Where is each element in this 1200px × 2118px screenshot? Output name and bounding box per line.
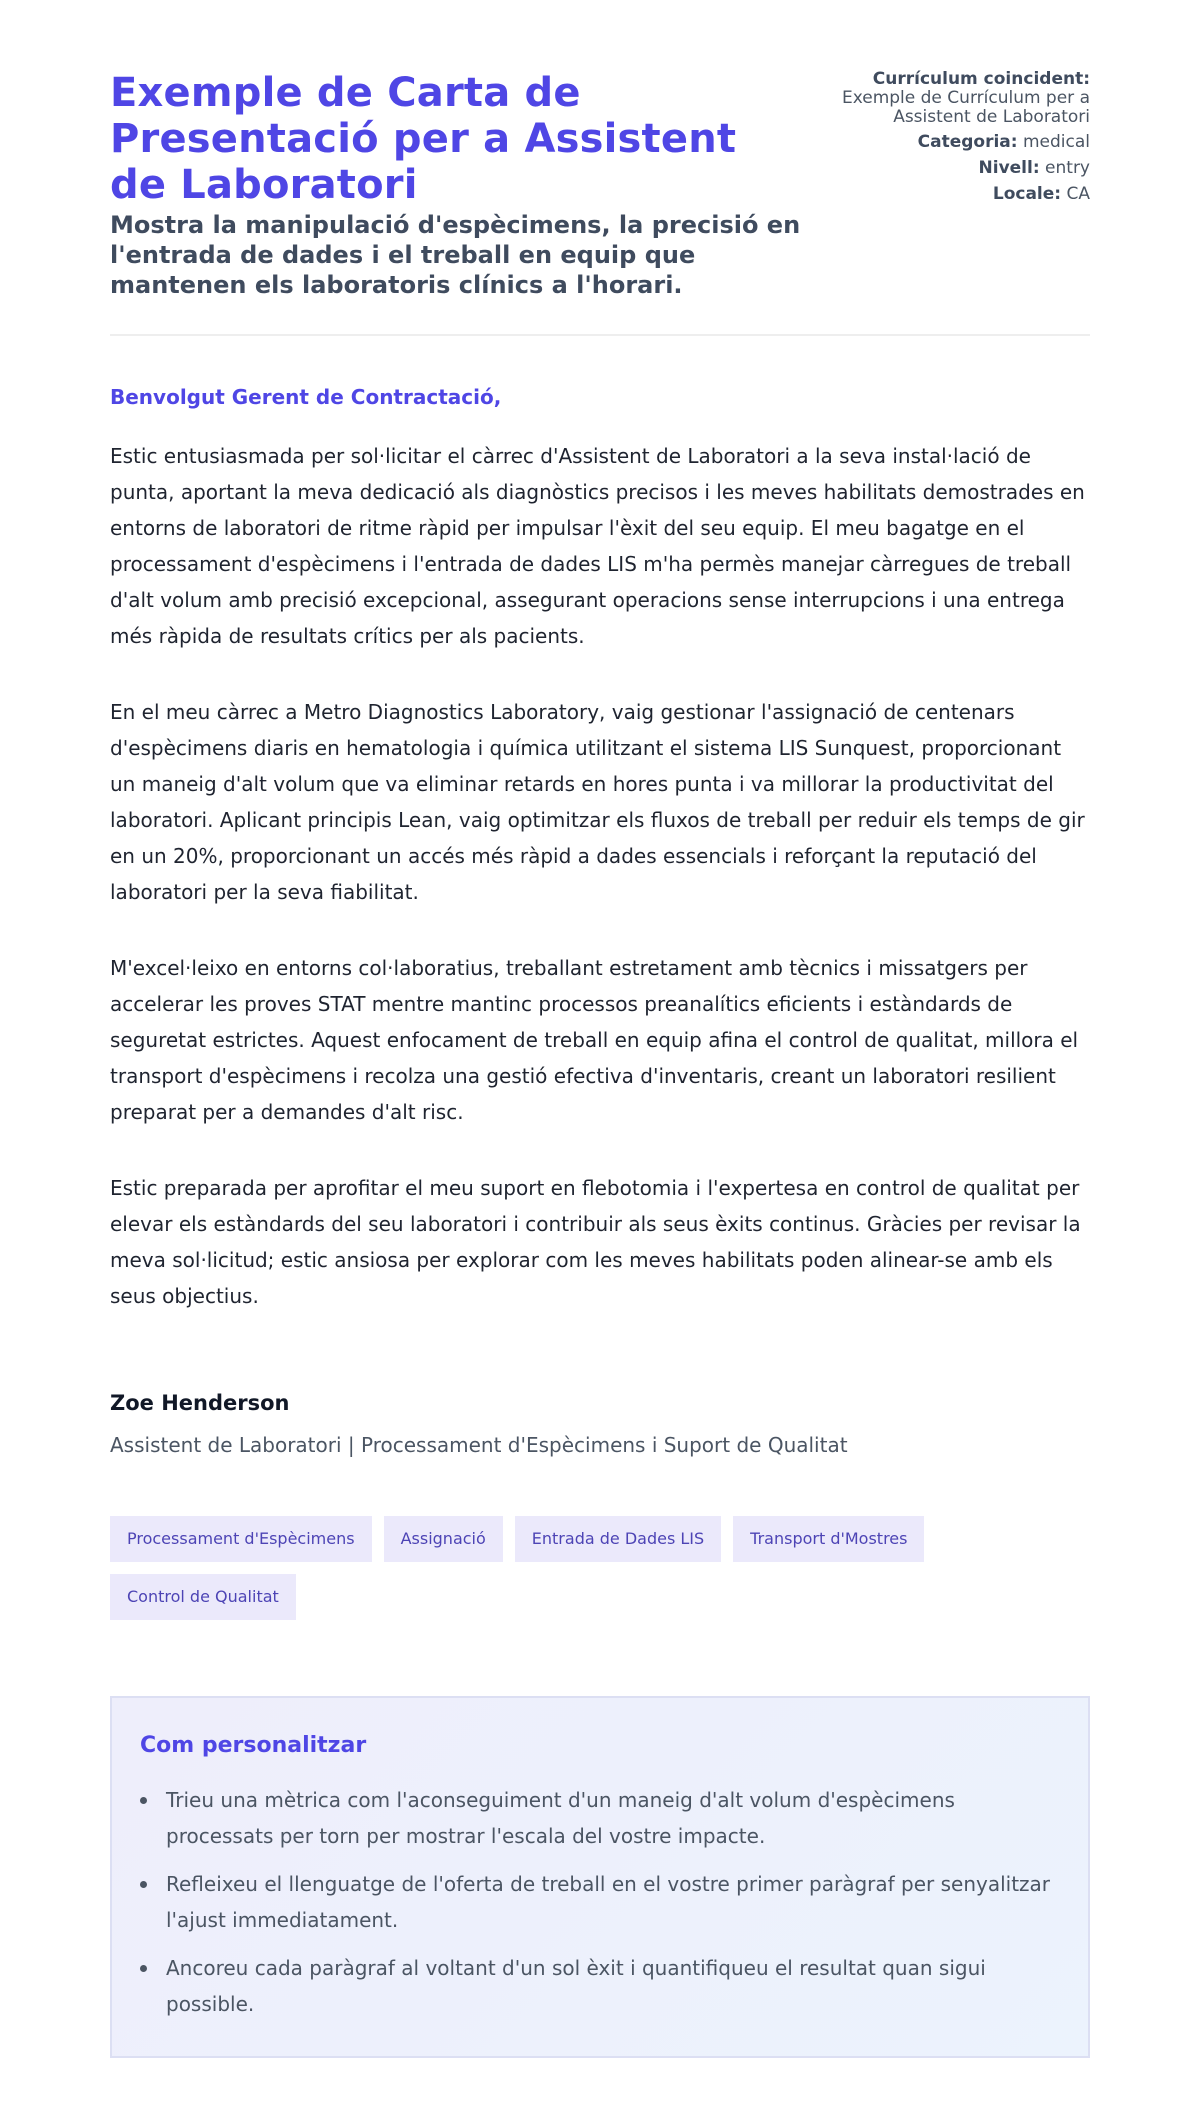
skill-tags (110, 1516, 1010, 1620)
level-row (802, 159, 1090, 178)
bullet-icon (140, 1881, 147, 1888)
locale-value: CA (1066, 184, 1090, 204)
level-label: Nivell: (978, 158, 1040, 178)
matched-resume (802, 70, 1090, 127)
tip-text: Ancoreu cada paràgraf al voltant d'un sol èxit i quantifiqueu el resultat quan sigui possible. (166, 1956, 986, 2016)
tip-item (140, 1782, 1060, 1854)
customization-tips (110, 1696, 1090, 2058)
page-subtitle: Mostra la manipulació d'espècimens, la precisió en l'entrada de dades i el treball en equip que mantenen els laboratoris clínics a l'horari. (110, 211, 801, 299)
skill-tag: Transport d'Mostres (733, 1516, 924, 1562)
letter-paragraph: Estic entusiasmada per sol·licitar el càrrec d'Assistent de Laboratori a la seva instal·lació de punta, aportant la meva dedicació als diagnòstics precisos i les meves habilitats demostrades en entorns de laboratori de ritme ràpid per impulsar l'èxit del seu equip. El meu bagatge en el processament d'espècimens i l'entrada de dades LIS m'ha permès manejar càrregues de treball d'alt volum amb precisió excepcional, assegurant operacions sense interrupcions i una entrega més ràpida de resultats crítics per als pacients. (110, 444, 1085, 648)
letter-paragraph: Estic preparada per aprofitar el meu suport en flebotomia i l'expertesa en control de qualitat per elevar els estàndards del seu laboratori i contribuir als seus èxits continus. Gràcies per revisar la meva sol·licitud; estic ansiosa per explorar com les meves habilitats poden alinear-se amb els seus objectius. (110, 1176, 1081, 1308)
signature-title: Assistent de Laboratori | Processament d'Espècimens i Suport de Qualitat (110, 1433, 848, 1457)
bullet-icon (140, 1965, 147, 1972)
page-header (110, 70, 1090, 336)
tips-title: Com personalitzar (140, 1733, 367, 1758)
signature-block (110, 1390, 1090, 1458)
signature-name: Zoe Henderson (110, 1391, 290, 1415)
skill-tag: Control de Qualitat (110, 1574, 296, 1620)
skill-tag: Assignació (384, 1516, 503, 1562)
tips-list (140, 1782, 1060, 2022)
bullet-icon (140, 1797, 147, 1804)
category-label: Categoria: (917, 132, 1018, 152)
header-titles (110, 70, 802, 300)
tip-text: Trieu una mètrica com l'aconseguiment d'un maneig d'alt volum d'espècimens processats per torn per mostrar l'escala del vostre impacte. (166, 1788, 955, 1848)
metadata-panel (802, 70, 1090, 211)
locale-row (802, 185, 1090, 204)
letter-body (110, 336, 1090, 1458)
matched-resume-label: Currículum coincident: (872, 69, 1090, 89)
skill-tag: Processament d'Espècimens (110, 1516, 372, 1562)
salutation: Benvolgut Gerent de Contractació, (110, 385, 502, 409)
category-value: medical (1022, 132, 1090, 152)
tip-item (140, 1866, 1060, 1938)
matched-resume-value: Exemple de Currículum per a Assistent de Laboratori (841, 88, 1090, 127)
level-value: entry (1045, 158, 1090, 178)
page-title: Exemple de Carta de Presentació per a Assistent de Laboratori (110, 70, 737, 208)
tip-item (140, 1950, 1060, 2022)
letter-paragraph: En el meu càrrec a Metro Diagnostics Laboratory, vaig gestionar l'assignació de centenars d'espècimens diaris en hematologia i química utilitzant el sistema LIS Sunquest, proporcionant un maneig d'alt volum que va eliminar retards en hores punta i va millorar la productivitat del laboratori. Aplicant principis Lean, vaig optimitzar els fluxos de treball per reduir els temps de gir en un 20%, proporcionant un accés més ràpid a dades essencials i reforçant la reputació del laboratori per la seva fiabilitat. (110, 700, 1085, 904)
locale-label: Locale: (992, 184, 1062, 204)
category-row (802, 133, 1090, 152)
skill-tag: Entrada de Dades LIS (515, 1516, 721, 1562)
letter-paragraph: M'excel·leixo en entorns col·laboratius, treballant estretament amb tècnics i missatgers per accelerar les proves STAT mentre mantinc processos preanalítics eficients i estàndards de seguretat estrictes. Aquest enfocament de treball en equip afina el control de qualitat, millora el transport d'espècimens i recolza una gestió efectiva d'inventaris, creant un laboratori resilient preparat per a demandes d'alt risc. (110, 956, 1079, 1124)
tip-text: Refleixeu el llenguatge de l'oferta de treball en el vostre primer paràgraf per senyalitzar l'ajust immediatament. (166, 1872, 1051, 1932)
